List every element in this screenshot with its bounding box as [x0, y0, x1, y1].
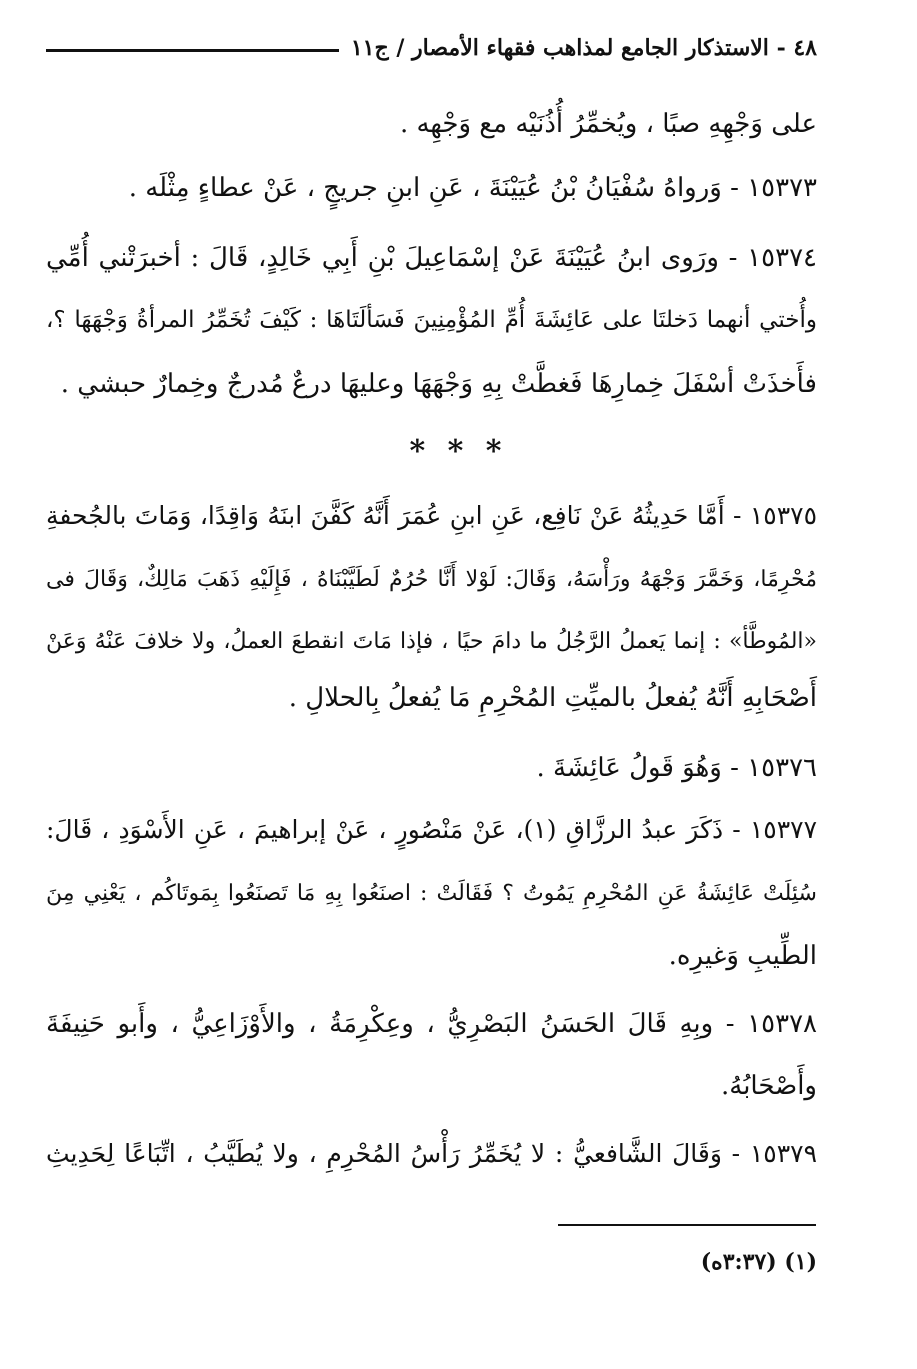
text-line: ١٥٣٧٨ - وبِهِ قَالَ الحَسَنُ البَصْرِيُّ ، وعِكْرِمَةُ ، والأَوْزَاعِيُّ ، وأَبو حَنِيفَةَ: [46, 1009, 817, 1039]
footnote-rule: [558, 1224, 816, 1226]
text-line: ١٥٣٧٣ - وَرواهُ سُفْيَانُ بْنُ عُيَيْنَةَ ، عَنِ ابنِ جريجٍ ، عَنْ عطاءٍ مِثْلَه .: [128, 173, 817, 203]
text-line: على وَجْهِهِ صبًا ، ويُخمِّرُ أُذُنَيْه مع وَجْهِه .: [399, 109, 817, 139]
footnote: (١) (٣:٣٧ه): [700, 1249, 817, 1275]
text-line: ١٥٣٧٧ - ذَكَرَ عبدُ الرزَّاقِ (١)، عَنْ مَنْصُورٍ ، عَنْ إبراهيمَ ، عَنِ الأَسْوَدِ ، قَالَ:: [46, 815, 817, 844]
text-line: ١٥٣٧٦ - وَهُوَ قَولُ عَائِشَةَ .: [536, 753, 817, 783]
text-line: وأَصْحَابُهُ.: [720, 1071, 817, 1101]
text-line: سُئِلَتْ عَائِشَةُ عَنِ المُحْرِمِ يَمُوتُ ؟ فَقَالَتْ : اصنَعُوا بِهِ مَا تَصنَعُوا بِمَوتَاكُم ، يَعْنِي مِنَ: [46, 881, 817, 906]
text-line: ١٥٣٧٩ - وَقَالَ الشَّافعيُّ : لا يُخَمِّرُ رَأْسُ المُحْرِمِ ، ولا يُطَيَّبُ ، اتِّبَاعًا لِحَدِيثِ: [46, 1139, 817, 1168]
header-rule: [46, 49, 339, 52]
running-header: [46, 28, 817, 68]
text-line: وأُختي أنهما دَخلتَا على عَائِشَةَ أُمِّ المُؤْمِنِينَ فَسَألَتَاهَا : كَيْفَ تُخَمِّرُ المرأةُ وَجْهَهَا ؟،: [46, 307, 817, 333]
text-line: ١٥٣٧٤ - ورَوى ابنُ عُيَيْنَةَ عَنْ إسْمَاعِيلَ بْنِ أَبِي خَالِدٍ، قَالَ : أخبرَتْني أُمِّي: [46, 243, 817, 273]
text-line: فأَخذَتْ أسْفَلَ خِمارِهَا فَغطَّتْ بِهِ وَجْهَهَا وعليهَا درعٌ مُدرجٌ وخِمارٌ حبشي .: [60, 369, 817, 399]
text-line: أَصْحَابِهِ أَنَّهُ يُفعلُ بالميِّتِ المُحْرِمِ مَا يُفعلُ بِالحلالِ .: [288, 683, 817, 713]
section-separator: * * *: [409, 434, 508, 469]
header-title: ٤٨ - الاستذكار الجامع لمذاهب فقهاء الأمصار / ج١١: [350, 35, 817, 61]
text-line: «المُوطَّأ» : إنما يَعملُ الرَّجُلُ ما دامَ حيًا ، فإذا مَاتَ انقطعَ العملُ، ولا خلافَ عَنْهُ وَعَنْ: [46, 629, 817, 654]
text-line: الطِّيبِ وَغيرِه.: [668, 941, 817, 971]
text-line: مُحْرِمًا، وَخَمَّرَ وَجْهَهُ ورَأْسَهُ، وَقَالَ: لَوْلا أَنَّا حُرُمٌ لَطَيَّبْنَاهُ ، فَإِلَيْهِ ذَهَبَ مَالِكٌ، وَقَالَ فى: [46, 567, 817, 592]
text-line: ١٥٣٧٥ - أَمَّا حَدِيثُهُ عَنْ نَافِع، عَنِ ابنِ عُمَرَ أَنَّهُ كَفَّنَ ابنَهُ وَاقِدًا، وَمَاتَ بالجُحفةِ: [46, 501, 817, 530]
